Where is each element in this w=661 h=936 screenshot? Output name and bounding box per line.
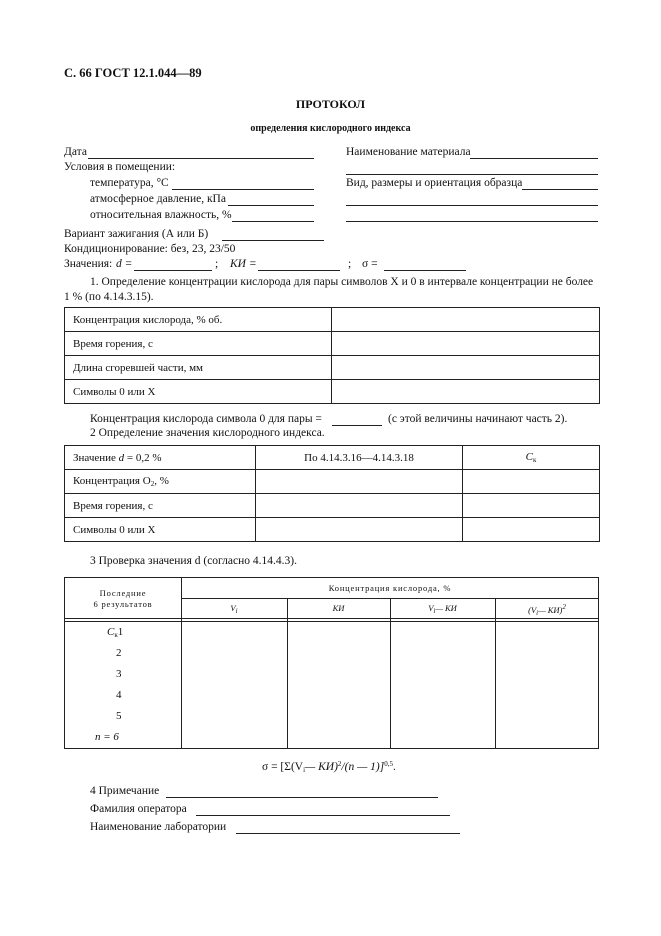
table2-value-cell[interactable]: [463, 518, 600, 542]
sigma-formula: $\sigma = [\Sigma(V_i—$ КИ)$^2$/(n — 1)]$^{0,5}$.: [262, 760, 396, 774]
table2-value-cell[interactable]: [256, 518, 463, 542]
oxygen-concentration-table: [64, 307, 600, 404]
section1-text: 1. Определение концентрации кислорода для пары символов X и 0 в интервале концентрации не более 1 % (по 4.14.3.15).: [64, 276, 594, 303]
section2-title: 2 Определение значения кислородного индекса.: [90, 427, 325, 439]
humidity-input-line[interactable]: [232, 221, 314, 222]
values-label: Значения:: [64, 258, 113, 270]
operator-label: Фамилия оператора: [90, 803, 187, 815]
date-label: Дата: [64, 146, 87, 158]
protocol-title: ПРОТОКОЛ: [295, 97, 366, 111]
values-sigma-input-line[interactable]: [384, 270, 466, 271]
conditions-label: Условия в помещении:: [64, 161, 176, 173]
values-ki-input-line[interactable]: [258, 270, 340, 271]
table2-value-cell[interactable]: [463, 470, 600, 494]
specimen-input-line[interactable]: [522, 189, 598, 190]
table3-row-4: 4: [116, 689, 122, 701]
table3-row-5: 5: [116, 710, 122, 722]
table2-value-cell[interactable]: [256, 494, 463, 518]
laboratory-label: Наименование лаборатории: [90, 821, 227, 833]
page-reference: С. 66 ГОСТ 12.1.044—89: [64, 66, 202, 80]
material-label: Наименование материала: [346, 146, 471, 158]
ignition-input-line[interactable]: [222, 240, 324, 241]
table2-row-label: Концентрация $O_2$, %: [65, 470, 256, 494]
protocol-subtitle: определения кислородного индекса: [250, 123, 411, 134]
table3-col-squared: ($V_i—$ КИ)$^2$: [528, 603, 566, 617]
temperature-label: температура, °С: [90, 177, 169, 189]
table1-row-label: Концентрация кислорода, % об.: [65, 308, 332, 332]
table2-value-d-label: Значение d = 0,2 %: [65, 446, 256, 470]
table1-value-cell[interactable]: [332, 332, 600, 356]
values-separator-1: ;: [215, 258, 219, 270]
table3-row-3: 3: [116, 668, 122, 680]
values-d-label: d =: [116, 258, 133, 270]
table3-row-ck1: $C_к1$: [107, 626, 124, 639]
section1-after-text-b: (с этой величины начинают часть 2).: [388, 413, 568, 425]
table3-header-last-line1: Последние: [99, 588, 147, 598]
table3-col-ki: КИ: [332, 603, 345, 613]
specimen-input-line-3[interactable]: [346, 221, 598, 222]
specimen-label: Вид, размеры и ориентация образца: [346, 177, 523, 189]
operator-input-line[interactable]: [196, 815, 450, 816]
material-input-line-2[interactable]: [346, 174, 598, 175]
note-input-line[interactable]: [166, 797, 438, 798]
table3-header-last-line2: 6 результатов: [93, 599, 153, 609]
check-d-table: [64, 577, 599, 749]
values-d-input-line[interactable]: [134, 270, 212, 271]
table3-row-n6: n = 6: [95, 731, 119, 743]
pressure-label: атмосферное давление, кПа: [90, 193, 226, 205]
table1-value-cell[interactable]: [332, 308, 600, 332]
section3-title: 3 Проверка значения d (согласно 4.14.4.3).: [90, 555, 297, 567]
temperature-input-line[interactable]: [172, 189, 314, 190]
table3-header-concentration: Концентрация кислорода, %: [328, 583, 452, 593]
date-input-line[interactable]: [88, 158, 314, 159]
ignition-label: Вариант зажигания (А или Б): [64, 228, 209, 240]
humidity-label: относительная влажность, %: [90, 209, 232, 221]
material-input-line[interactable]: [470, 158, 598, 159]
table3-col-vi: $V_i$: [230, 603, 238, 615]
conditioning-label: Кондиционирование: без, 23, 23/50: [64, 243, 236, 255]
values-separator-2: ;: [348, 258, 352, 270]
table2-value-cell[interactable]: [463, 494, 600, 518]
laboratory-input-line[interactable]: [236, 833, 460, 834]
table3-row-2: 2: [116, 647, 122, 659]
table1-row-label: Время горения, с: [65, 332, 332, 356]
specimen-input-line-2[interactable]: [346, 205, 598, 206]
zero-symbol-input-line[interactable]: [332, 425, 382, 426]
note-label: 4 Примечание: [90, 785, 160, 797]
oxygen-index-table: [64, 445, 600, 542]
table1-row-label: Символы 0 или X: [65, 380, 332, 404]
table2-row-label: Время горения, с: [65, 494, 256, 518]
values-ki-label: КИ =: [230, 258, 257, 270]
values-sigma-label: σ =: [362, 258, 378, 270]
table1-row-label: Длина сгоревшей части, мм: [65, 356, 332, 380]
table1-value-cell[interactable]: [332, 356, 600, 380]
table3-col-vi-minus-ki: $V_i—$ КИ: [428, 603, 457, 615]
table2-header-ck: $C_к$: [463, 446, 600, 470]
table1-value-cell[interactable]: [332, 380, 600, 404]
pressure-input-line[interactable]: [228, 205, 314, 206]
section1-after-text-a: Концентрация кислорода символа 0 для пары =: [90, 413, 322, 425]
table2-row-label: Символы 0 или X: [65, 518, 256, 542]
table2-header-reference: По 4.14.3.16—4.14.3.18: [256, 446, 463, 470]
table2-value-cell[interactable]: [256, 470, 463, 494]
